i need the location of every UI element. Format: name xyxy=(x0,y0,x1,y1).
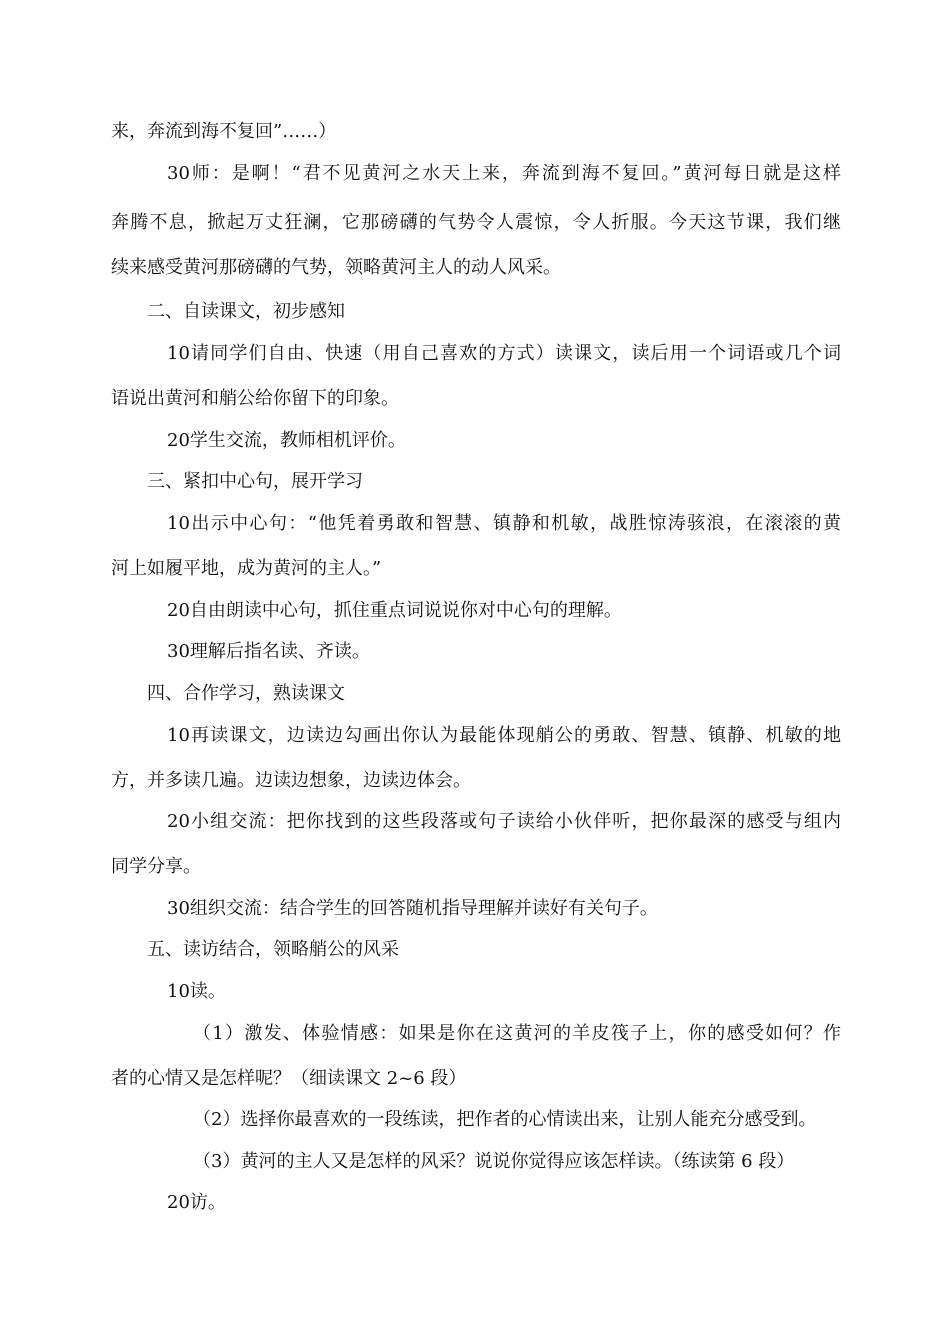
section-heading-3: 三、紧扣中心句，展开学习 xyxy=(147,471,363,492)
text-line-26: 20访。 xyxy=(167,1192,226,1213)
text-line-24: （2）选择你最喜欢的一段练读，把作者的心情读出来，让别人能充分感受到。 xyxy=(193,1109,817,1130)
text-line-2: 30师：是啊！“君不见黄河之水天上来，奔流到海不复回。”黄河每日就是这样 xyxy=(167,163,841,184)
text-line-15: 10再读课文，边读边勾画出你认为最能体现艄公的勇敢、智慧、镇静、机敏的地 xyxy=(167,725,841,746)
text-line-10: 10出示中心句：“他凭着勇敢和智慧、镇静和机敏，战胜惊涛骇浪，在滚滚的黄 xyxy=(167,513,841,534)
section-heading-5: 五、读访结合，领略艄公的风采 xyxy=(147,939,399,960)
text-line-23: 者的心情又是怎样呢？（细读课文 2~6 段） xyxy=(111,1068,467,1089)
text-line-1: 来，奔流到海不复回”……） xyxy=(111,121,337,142)
text-line-4: 续来感受黄河那磅礴的气势，领略黄河主人的动人风采。 xyxy=(111,257,561,278)
text-line-25: （3）黄河的主人又是怎样的风采？说说你觉得应该怎样读。（练读第 6 段） xyxy=(193,1151,795,1172)
text-line-22: （1）激发、体验情感：如果是你在这黄河的羊皮筏子上，你的感受如何？作 xyxy=(193,1023,841,1044)
text-line-6: 10请同学们自由、快速（用自己喜欢的方式）读课文，读后用一个词语或几个词 xyxy=(167,343,841,364)
section-heading-4: 四、合作学习，熟读课文 xyxy=(147,683,345,704)
text-line-16: 方，并多读几遍。边读边想象，边读边体会。 xyxy=(111,770,471,791)
text-line-13: 30理解后指名读、齐读。 xyxy=(167,641,370,662)
text-line-3: 奔腾不息，掀起万丈狂澜，它那磅礴的气势令人震惊，令人折服。今天这节课，我们继 xyxy=(111,212,841,233)
section-heading-2: 二、自读课文，初步感知 xyxy=(147,301,345,322)
text-line-21: 10读。 xyxy=(167,981,226,1002)
text-line-19: 30组织交流：结合学生的回答随机指导理解并读好有关句子。 xyxy=(167,898,658,919)
text-line-8: 20学生交流，教师相机评价。 xyxy=(167,430,406,451)
text-line-11: 河上如履平地，成为黄河的主人。” xyxy=(111,558,382,579)
text-line-18: 同学分享。 xyxy=(111,856,201,877)
text-line-17: 20小组交流：把你找到的这些段落或句子读给小伙伴听，把你最深的感受与组内 xyxy=(167,811,841,832)
text-line-12: 20自由朗读中心句，抓住重点词说说你对中心句的理解。 xyxy=(167,600,622,621)
text-line-7: 语说出黄河和艄公给你留下的印象。 xyxy=(111,388,399,409)
